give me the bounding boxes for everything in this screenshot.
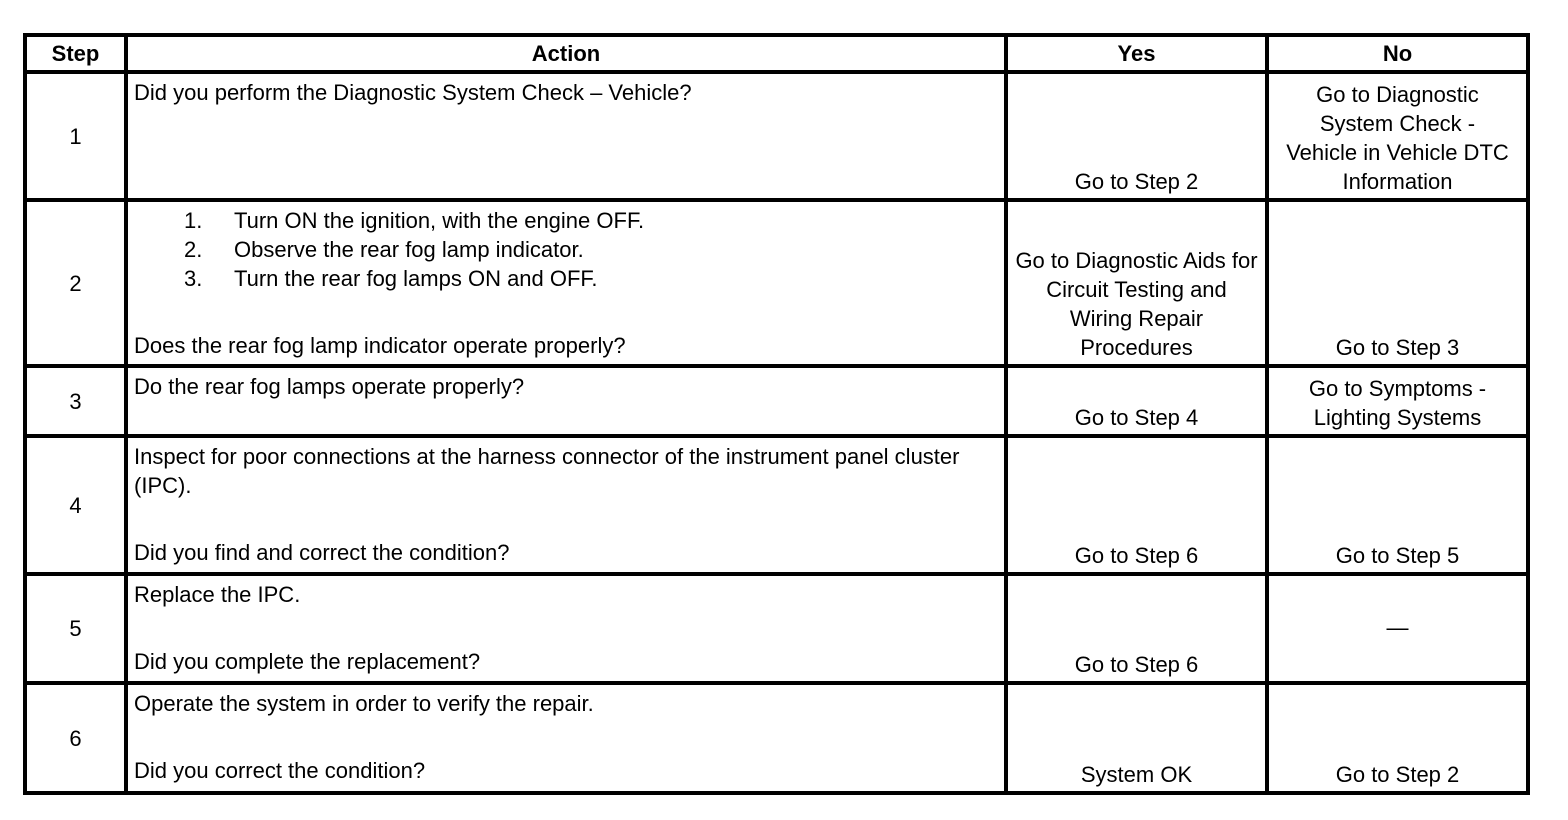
list-item (184, 235, 998, 264)
list-item-text: Observe the rear fog lamp indicator. (234, 237, 584, 262)
step-number: 1 (25, 72, 126, 200)
header-row (25, 35, 1528, 72)
table-row (25, 366, 1528, 436)
action-text: Operate the system in order to verify the repair. (134, 691, 594, 716)
action-question: Did you complete the replacement? (134, 649, 481, 674)
action-text: Do the rear fog lamps operate properly? (134, 374, 525, 399)
yes-cell: Go to Step 2 (1006, 72, 1267, 200)
table-row (25, 72, 1528, 200)
yes-cell: Go to Diagnostic Aids for Circuit Testing and Wiring Repair Procedures (1006, 200, 1267, 366)
table-row (25, 200, 1528, 366)
yes-cell: Go to Step 6 (1006, 574, 1267, 683)
list-item-text: Turn ON the ignition, with the engine OFF. (234, 208, 645, 233)
step-number: 2 (25, 200, 126, 366)
no-cell: Go to Symptoms - Lighting Systems (1267, 366, 1528, 436)
no-cell: Go to Step 3 (1267, 200, 1528, 366)
yes-cell: Go to Step 4 (1006, 366, 1267, 436)
action-cell (126, 683, 1006, 793)
yes-cell: Go to Step 6 (1006, 436, 1267, 574)
action-steps-list (134, 206, 998, 293)
table-row (25, 574, 1528, 683)
table-row (25, 683, 1528, 793)
yes-cell: System OK (1006, 683, 1267, 793)
no-cell: Go to Diagnostic System Check - Vehicle in Vehicle DTC Information (1267, 72, 1528, 200)
action-question: Did you correct the condition? (134, 758, 426, 783)
action-question: Did you find and correct the condition? (134, 540, 510, 565)
step-number: 3 (25, 366, 126, 436)
step-number: 4 (25, 436, 126, 574)
action-text: Inspect for poor connections at the harness connector of the instrument panel cluster (IPC). (134, 444, 960, 498)
step-number: 5 (25, 574, 126, 683)
list-item-number: 1. (184, 208, 203, 233)
action-cell (126, 366, 1006, 436)
list-item-number: 3. (184, 266, 203, 291)
list-item-number: 2. (184, 237, 203, 262)
header-action: Action (126, 35, 1006, 72)
action-text: Replace the IPC. (134, 582, 301, 607)
no-cell: — (1267, 574, 1528, 683)
action-cell (126, 436, 1006, 574)
list-item (184, 206, 998, 235)
action-cell (126, 200, 1006, 366)
header-step: Step (25, 35, 126, 72)
no-cell: Go to Step 2 (1267, 683, 1528, 793)
diagnostic-table (23, 33, 1530, 795)
no-cell: Go to Step 5 (1267, 436, 1528, 574)
action-question: Does the rear fog lamp indicator operate properly? (134, 333, 626, 358)
action-text: Did you perform the Diagnostic System Check – Vehicle? (134, 80, 692, 105)
table-row (25, 436, 1528, 574)
action-cell (126, 72, 1006, 200)
header-no: No (1267, 35, 1528, 72)
list-item-text: Turn the rear fog lamps ON and OFF. (234, 266, 598, 291)
step-number: 6 (25, 683, 126, 793)
action-cell (126, 574, 1006, 683)
list-item (184, 264, 998, 293)
header-yes: Yes (1006, 35, 1267, 72)
